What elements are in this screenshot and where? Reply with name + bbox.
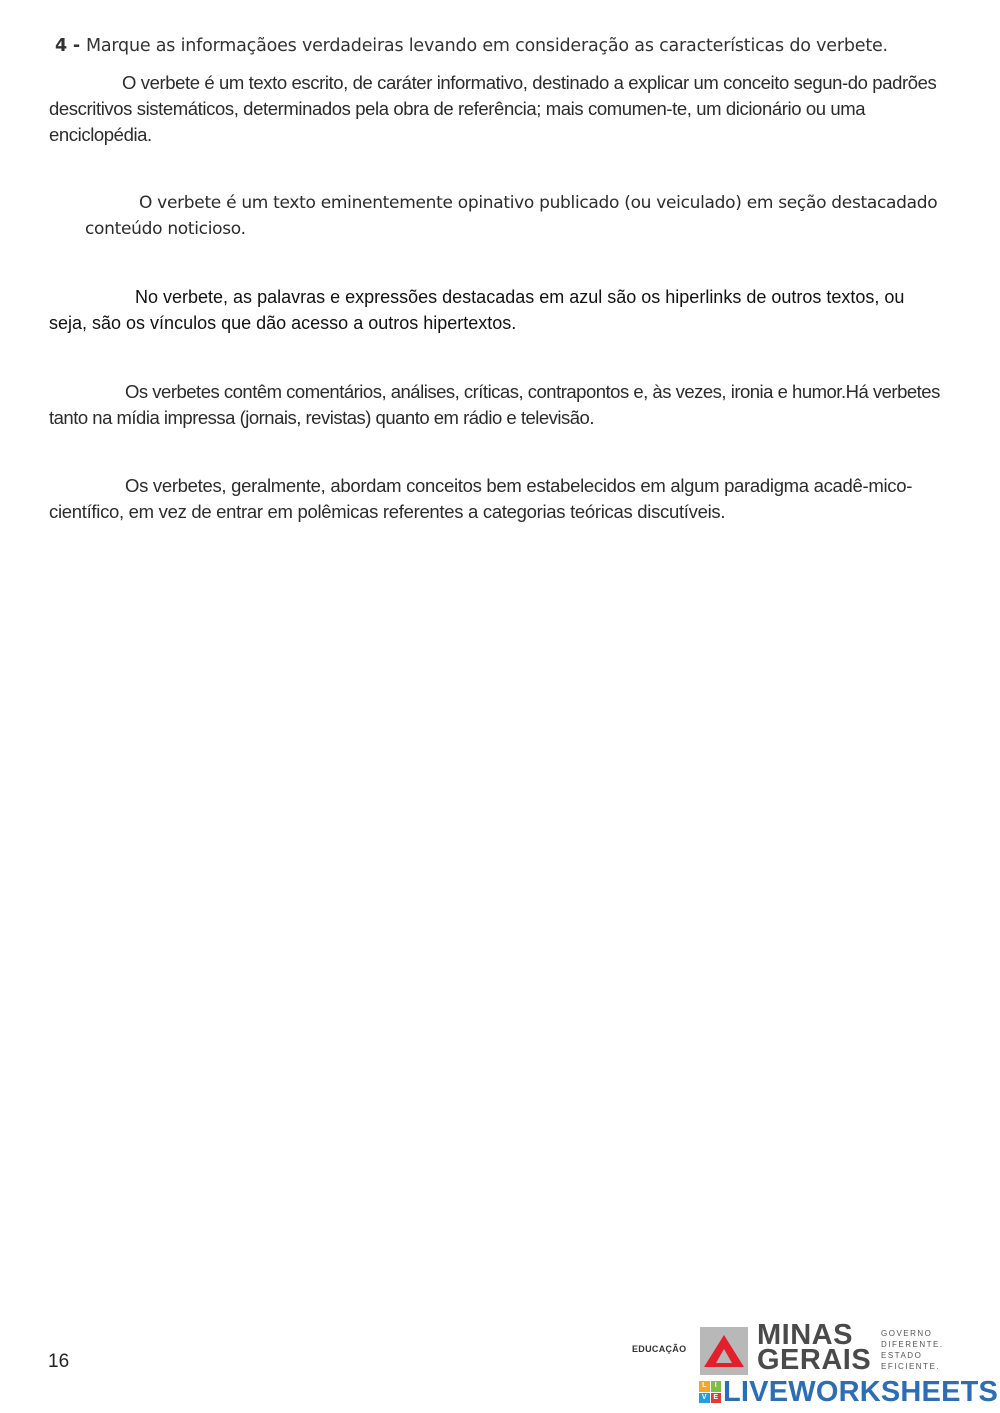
liveworksheets-badge-icon	[699, 1381, 721, 1403]
badge-letter: I	[711, 1381, 722, 1392]
state-name-line1: MINAS	[757, 1319, 853, 1351]
statement-5	[49, 473, 929, 525]
slogan-line4: EFICIENTE.	[881, 1362, 941, 1371]
statement-1	[49, 70, 949, 148]
state-name	[757, 1319, 872, 1376]
slogan-line2: DIFERENTE.	[881, 1340, 944, 1349]
statement-4-text: Os verbetes contêm comentários, análises, críticas, contrapontos e, às vezes, ironia e humor.Há verbetes tanto na mídia impressa (jornais, revistas) quanto em rádio e televisão.	[49, 381, 940, 428]
statement-1-text: O verbete é um texto escrito, de caráter informativo, destinado a explicar um conceito segun-do padrões descritivos sistemáticos, determinados pela obra de referência; mais comumen-te, um dicionário ou uma enciclopédia.	[49, 72, 937, 145]
liveworksheets-watermark[interactable]: LIVEWORKSHEETS	[723, 1376, 999, 1408]
education-label: EDUCAÇÃO	[632, 1344, 687, 1354]
statement-3-text: No verbete, as palavras e expressões destacadas em azul são os hiperlinks de outros textos, ou seja, são os vínculos que dão acesso a outros hipertextos.	[49, 287, 905, 333]
statement-2-text: O verbete é um texto eminentemente opinativo publicado (ou veiculado) em seção destacadado conteúdo noticioso.	[85, 193, 938, 239]
badge-letter: L	[699, 1381, 710, 1392]
minas-gerais-logo-icon	[700, 1327, 748, 1375]
statement-5-text: Os verbetes, geralmente, abordam conceitos bem estabelecidos em algum paradigma acadê-mico-científico, em vez de entrar em polêmicas referentes a categorias teóricas discutíveis.	[49, 475, 913, 522]
statement-2	[85, 190, 955, 242]
slogan-line3: ESTADO	[881, 1351, 923, 1360]
state-name-line2: GERAIS	[757, 1344, 872, 1376]
statement-3	[49, 284, 909, 336]
question-number: 4 -	[55, 36, 80, 56]
slogan-line1: GOVERNO	[881, 1329, 933, 1338]
badge-letter: E	[711, 1393, 722, 1404]
badge-letter: V	[699, 1393, 710, 1404]
page-number: 16	[48, 1351, 70, 1372]
question-text: Marque as informaçãoes verdadeiras levando em consideração as características do verbete.	[85, 36, 888, 56]
statement-4	[49, 379, 949, 431]
government-slogan	[881, 1328, 944, 1372]
question-heading	[55, 36, 888, 56]
